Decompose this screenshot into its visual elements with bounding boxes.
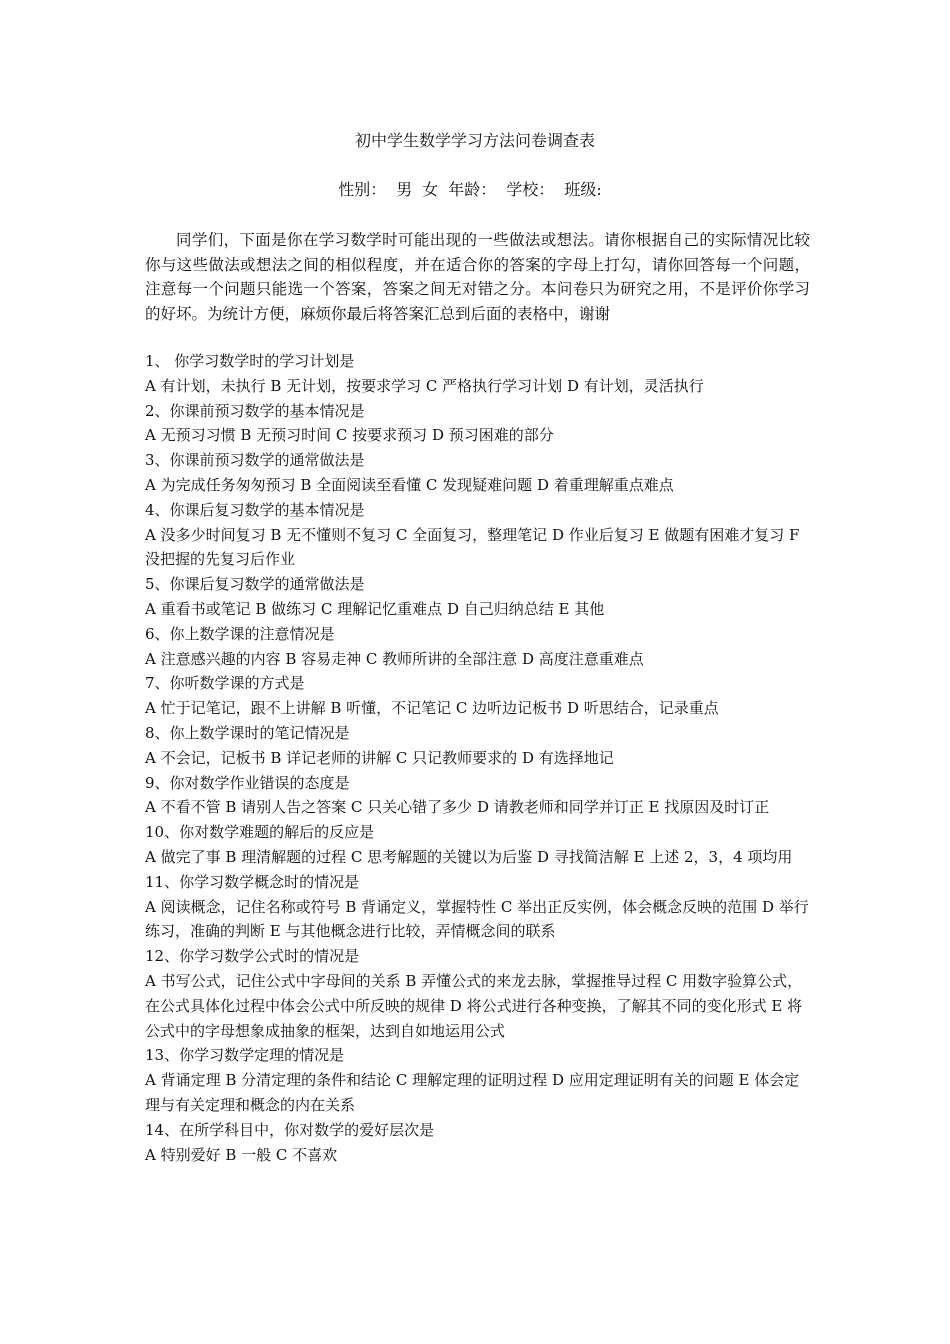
question-item [145, 498, 810, 572]
gender-male: 男 [396, 180, 413, 199]
question-text: 4、你课后复习数学的基本情况是 [145, 500, 365, 519]
question-options: A 无预习习惯 B 无预习时间 C 按要求预习 D 预习困难的部分 [145, 426, 554, 445]
question-item [145, 399, 810, 449]
question-item [145, 721, 810, 771]
question-options: A 阅读概念，记住名称或符号 B 背诵定义，掌握特性 C 举出正反实例，体会概念反映的范围 D 举行练习，准确的判断 E 与其他概念进行比较，弄情概念间的联系 [145, 897, 809, 941]
question-item [145, 771, 810, 821]
question-text: 2、你课前预习数学的基本情况是 [145, 401, 365, 420]
question-text: 14、在所学科目中，你对数学的爱好层次是 [145, 1120, 435, 1139]
question-options: A 忙于记笔记，跟不上讲解 B 听懂，不记笔记 C 边听边记板书 D 听思结合，记录重点 [145, 699, 719, 718]
question-options: A 为完成任务匆匆预习 B 全面阅读至看懂 C 发现疑难问题 D 着重理解重点难点 [145, 475, 674, 494]
question-text: 6、你上数学课的注意情况是 [145, 624, 335, 643]
question-options: A 没多少时间复习 B 无不懂则不复习 C 全面复习，整理笔记 D 作业后复习 E 做题有困难才复习 F 没把握的先复习后作业 [145, 525, 800, 569]
question-item [145, 820, 810, 870]
question-text: 13、你学习数学定理的情况是 [145, 1046, 345, 1065]
gender-female: 女 [422, 180, 439, 199]
question-options: A 不看不管 B 请别人告之答案 C 只关心错了多少 D 请教老师和同学并订正 E 找原因及时订正 [145, 798, 770, 817]
question-item [145, 572, 810, 622]
respondent-info-line [0, 177, 950, 200]
question-text: 9、你对数学作业错误的态度是 [145, 773, 350, 792]
question-text: 12、你学习数学公式时的情况是 [145, 947, 360, 966]
class-label: 班级: [564, 180, 602, 199]
gender-label: 性别： [338, 180, 387, 199]
question-options: A 做完了事 B 理清解题的过程 C 思考解题的关键以为后鉴 D 寻找简洁解 E 上述 2，3，4 项均用 [145, 847, 793, 866]
school-label: 学校： [506, 180, 555, 199]
question-options: A 不会记，记板书 B 详记老师的讲解 C 只记教师要求的 D 有选择地记 [145, 748, 614, 767]
question-options: A 背诵定理 B 分清定理的条件和结论 C 理解定理的证明过程 D 应用定理证明有关的问题 E 体会定理与有关定理和概念的内在关系 [145, 1071, 800, 1114]
intro-paragraph: 同学们，下面是你在学习数学时可能出现的一些做法或想法。请你根据自己的实际情况比较你与这些做法或想法之间的相似程度，并在适合你的答案的字母上打勾，请你回答每一个问题，注意每一个问题只能选一个答案，答案之间无对错之分。本问卷只为研究之用，不是评价你学习的好坏。为统计方便，麻烦你最后将答案汇总到后面的表格中，谢谢 [145, 231, 810, 323]
question-text: 11、你学习数学概念时的情况是 [145, 872, 360, 891]
question-item [145, 870, 810, 944]
question-list [145, 349, 810, 1167]
question-options: A 书写公式，记住公式中字母间的关系 B 弄懂公式的来龙去脉，掌握推导过程 C 用数字验算公式，在公式具体化过程中体会公式中所反映的规律 D 将公式进行各种变换，了解其不同的变化形式 E 将公式中的字母想象成抽象的框架，达到自如地运用公式 [145, 971, 803, 1040]
question-item [145, 1118, 810, 1168]
question-text: 7、你听数学课的方式是 [145, 674, 305, 693]
question-item [145, 622, 810, 672]
question-options: A 特别爱好 B 一般 C 不喜欢 [145, 1145, 338, 1164]
question-item [145, 448, 810, 498]
question-item [145, 1043, 810, 1117]
question-text: 3、你课前预习数学的通常做法是 [145, 451, 365, 470]
question-text: 8、你上数学课时的笔记情况是 [145, 723, 350, 742]
question-options: A 注意感兴趣的内容 B 容易走神 C 教师所讲的全部注意 D 高度注意重难点 [145, 649, 644, 668]
question-text: 5、你课后复习数学的通常做法是 [145, 575, 365, 594]
question-text: 10、你对数学难题的解后的反应是 [145, 823, 375, 842]
question-text: 1、 你学习数学时的学习计划是 [145, 352, 355, 370]
age-label: 年龄： [448, 180, 497, 199]
question-item [145, 671, 810, 721]
page-title: 初中学生数学学习方法问卷调查表 [354, 131, 595, 150]
question-item [145, 944, 810, 1043]
question-options: A 有计划，未执行 B 无计划，按要求学习 C 严格执行学习计划 D 有计划，灵活执行 [145, 376, 704, 395]
question-item [145, 349, 810, 399]
question-options: A 重看书或笔记 B 做练习 C 理解记忆重难点 D 自己归纳总结 E 其他 [145, 599, 605, 618]
